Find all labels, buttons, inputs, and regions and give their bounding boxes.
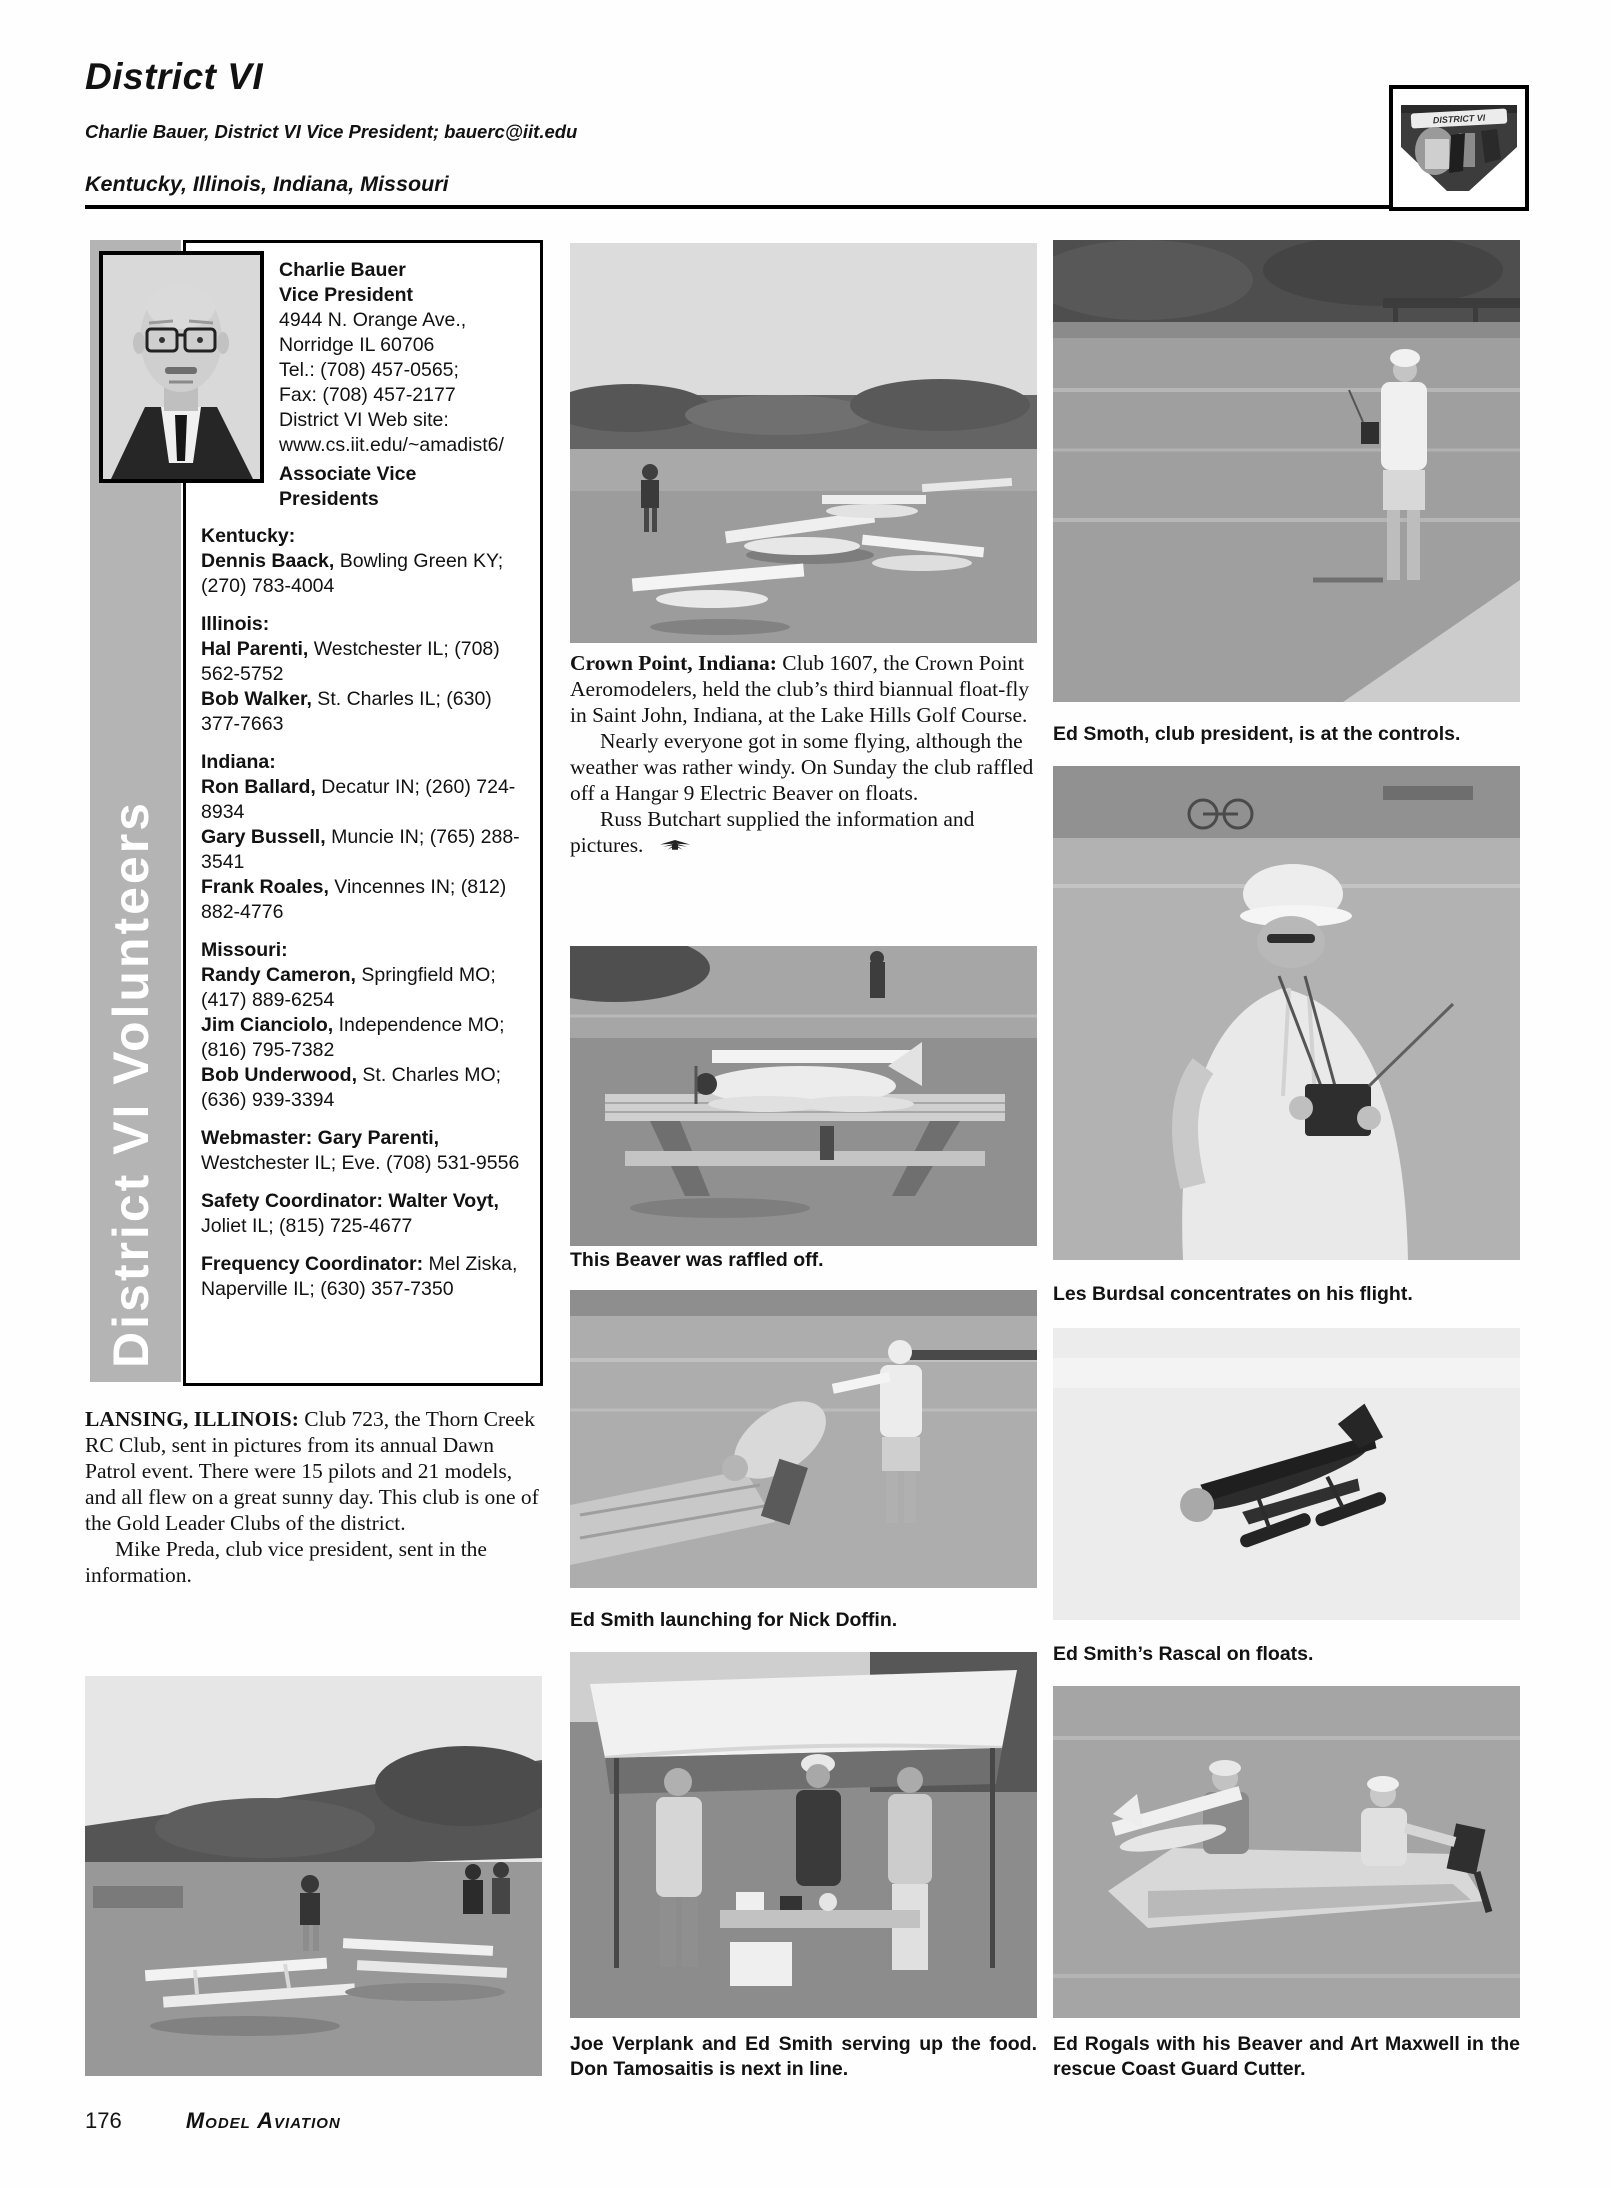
- badge-banner-label: DISTRICT VI: [1432, 112, 1486, 126]
- group-heading: Missouri:: [201, 939, 288, 961]
- group-missouri: [201, 938, 533, 1113]
- volunteer-entry: Hal Parenti, Westchester IL; (708) 562-5752: [201, 638, 500, 685]
- photo-art-les-burdsal: [1053, 766, 1520, 1260]
- volunteer-entry: Ron Ballard, Decatur IN; (260) 724-8934: [201, 776, 516, 823]
- safety-coordinator-entry: Safety Coordinator: Walter Voyt, Joliet IL; (815) 725-4677: [201, 1190, 499, 1237]
- photo-crown-point-flightline: [570, 243, 1037, 643]
- volunteer-entry: Bob Walker, St. Charles IL; (630) 377-7663: [201, 688, 492, 735]
- lansing-lead: LANSING, ILLINOIS:: [85, 1407, 299, 1431]
- photo-ed-smith-launch: [570, 1290, 1037, 1588]
- caption-ed-smith-launch: Ed Smith launching for Nick Doffin.: [570, 1609, 898, 1631]
- group-heading: Illinois:: [201, 613, 270, 635]
- charlie-bauer-portrait-photo: [99, 251, 264, 483]
- caption-boat: Ed Rogals with his Beaver and Art Maxwell in the rescue Coast Guard Cutter.: [1053, 2033, 1520, 2080]
- contact-web-url: www.cs.iit.edu/~amadist6/: [279, 434, 504, 456]
- volunteer-entry: Gary Bussell, Muncie IN; (765) 288-3541: [201, 826, 520, 873]
- caption-les-burdsal: Les Burdsal concentrates on his flight.: [1053, 1283, 1413, 1305]
- photo-art-ed-smoth: [1053, 240, 1520, 702]
- contact-address2: Norridge IL 60706: [279, 334, 435, 356]
- frequency-coordinator-entry: Frequency Coordinator: Mel Ziska, Naperville IL; (630) 357-7350: [201, 1253, 518, 1300]
- volunteer-entry: Bob Underwood, St. Charles MO; (636) 939-3394: [201, 1064, 502, 1111]
- district-vi-badge-art: [1393, 89, 1525, 207]
- lansing-para2: Mike Preda, club vice president, sent in the information.: [85, 1537, 487, 1587]
- photo-art-flightline: [570, 243, 1037, 643]
- volunteers-vertical-label: District VI Volunteers: [103, 800, 159, 1368]
- lansing-para1: LANSING, ILLINOIS: Club 723, the Thorn Creek RC Club, sent in pictures from its annual Dawn Patrol event. There were 15 pilots and 21 models, and all flew on a great sunny day. This club is one of the Gold Leader Clubs of the district.: [85, 1407, 539, 1535]
- magazine-name: Model Aviation: [185, 2108, 341, 2133]
- group-illinois: [201, 612, 533, 737]
- photo-les-burdsal: [1053, 766, 1520, 1260]
- crown-point-para2: Nearly everyone got in some flying, although the weather was rather windy. On Sunday the club raffled off a Hangar 9 Electric Beaver on floats.: [570, 729, 1034, 805]
- photo-beaver-on-table: [570, 946, 1037, 1246]
- group-kentucky: [201, 524, 533, 599]
- volunteer-entry: Randy Cameron, Springfield MO; (417) 889-6254: [201, 964, 496, 1011]
- caption-food: Joe Verplank and Ed Smith serving up the food. Don Tamosaitis is next in line.: [570, 2033, 1037, 2080]
- portrait-art: [103, 255, 260, 479]
- photo-rascal-floats: [1053, 1328, 1520, 1620]
- photo-art-rascal: [1053, 1328, 1520, 1620]
- webmaster-entry: Webmaster: Gary Parenti, Westchester IL; Eve. (708) 531-9556: [201, 1127, 520, 1174]
- photo-dawn-patrol: [85, 1676, 542, 2076]
- page-number: 176: [85, 2108, 122, 2133]
- page-footer: [85, 2108, 341, 2134]
- contact-name: Charlie Bauer: [279, 259, 406, 281]
- byline: Charlie Bauer, District VI Vice President; bauerc@iit.edu: [85, 121, 578, 142]
- volunteer-groups: [201, 524, 533, 1315]
- crown-point-lead: Crown Point, Indiana:: [570, 651, 777, 675]
- volunteer-entry: Frank Roales, Vincennes IN; (812) 882-4776: [201, 876, 507, 923]
- contact-fax: Fax: (708) 457-2177: [279, 384, 456, 406]
- caption-rascal: Ed Smith’s Rascal on floats.: [1053, 1643, 1314, 1665]
- volunteer-entry: Dennis Baack, Bowling Green KY; (270) 783-4004: [201, 550, 504, 597]
- caption-ed-smoth: Ed Smoth, club president, is at the controls.: [1053, 723, 1461, 745]
- contact-tel: Tel.: (708) 457-0565;: [279, 359, 459, 381]
- crown-point-para1: Crown Point, Indiana: Club 1607, the Crown Point Aeromodelers, held the club’s third biannual float-fly in Saint John, Indiana, at the Lake Hills Golf Course.: [570, 651, 1030, 727]
- contact-web-label: District VI Web site:: [279, 409, 449, 431]
- group-heading: Indiana:: [201, 751, 276, 773]
- photo-art-dawn-patrol: [85, 1676, 542, 2076]
- group-indiana: [201, 750, 533, 925]
- associate-vp-heading: Associate Vice Presidents: [279, 463, 417, 510]
- photo-ed-smoth-controls: [1053, 240, 1520, 702]
- contact-block: [279, 258, 531, 458]
- photo-rescue-boat: [1053, 1686, 1520, 2018]
- photo-art-food-tent: [570, 1652, 1037, 2018]
- volunteer-entry: Jim Cianciolo, Independence MO; (816) 795-7382: [201, 1014, 505, 1061]
- contact-address1: 4944 N. Orange Ave.,: [279, 309, 467, 331]
- photo-art-rescue-boat: [1053, 1686, 1520, 2018]
- group-heading: Kentucky:: [201, 525, 296, 547]
- photo-food-tent: [570, 1652, 1037, 2018]
- region-list: Kentucky, Illinois, Indiana, Missouri: [85, 172, 1481, 209]
- photo-art-launch: [570, 1290, 1037, 1588]
- photo-art-beaver-table: [570, 946, 1037, 1246]
- crown-point-article: [570, 650, 1037, 858]
- caption-beaver-raffle: This Beaver was raffled off.: [570, 1249, 824, 1271]
- ama-wings-icon: [657, 837, 693, 852]
- lansing-article: [85, 1406, 547, 1588]
- district-vi-badge: [1389, 85, 1529, 211]
- contact-role: Vice President: [279, 284, 414, 306]
- page-title: District VI: [85, 56, 264, 97]
- crown-point-para3: Russ Butchart supplied the information and pictures.: [570, 807, 975, 857]
